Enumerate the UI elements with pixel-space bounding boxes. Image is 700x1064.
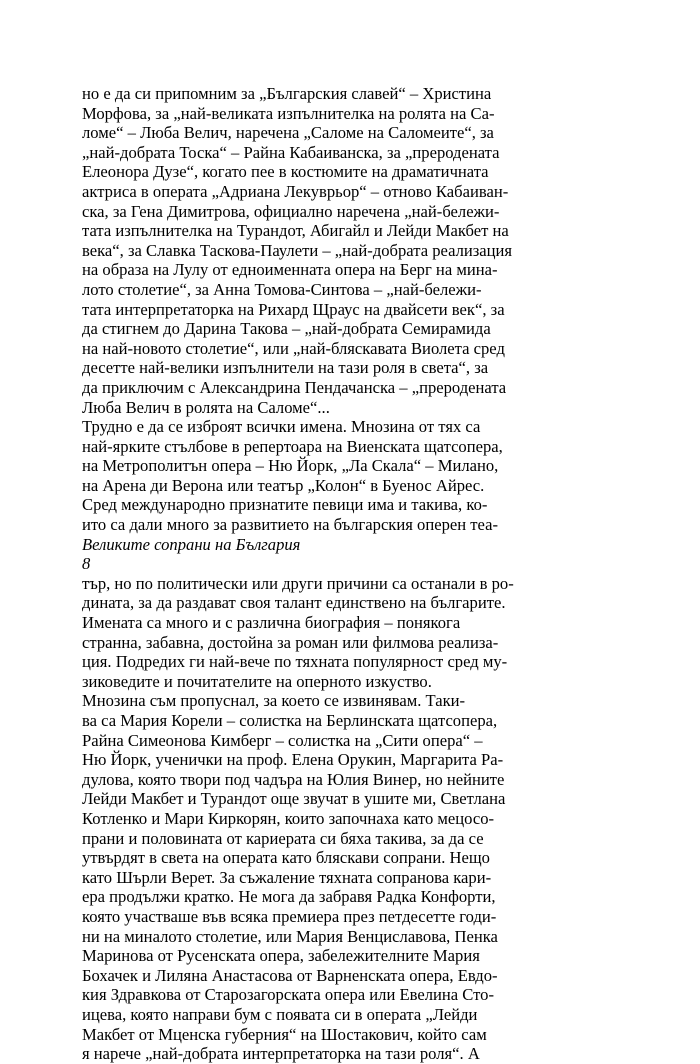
text-line: Макбет от Мценска губерния“ на Шостакович, който сам (82, 1024, 487, 1044)
text-line: актриса в операта „Адриана Лекуврьор“ – отново Кабаиван- (82, 181, 509, 201)
text-line: утвърдят в света на операта като бляскави сопрани. Нещо (82, 848, 490, 868)
text-line: прани и половината от кариерата си бяха такива, за да се (82, 828, 484, 848)
text-line: на Арена ди Верона или театър „Колон“ в Буенос Айрес. (82, 475, 485, 495)
text-line: тата изпълнителка на Турандот, Абигайл и Лейди Макбет на (82, 221, 509, 241)
text-line: я нарече „най-добрата интерпретаторка на тази роля“. А (82, 1044, 480, 1064)
text-line: ция. Подредих ги най-вече по тяхната популярност сред му- (82, 652, 508, 672)
page-number: 8 (82, 554, 91, 574)
text-line: десетте най-велики изпълнители на тази роля в света“, за (82, 358, 489, 378)
text-line: тър, но по политически или други причини са останали в ро- (82, 573, 514, 593)
text-line: като Шърли Верет. За съжаление тяхната сопранова кари- (82, 867, 492, 887)
text-line: ска, за Гена Димитрова, официално наречена „най-бележи- (82, 201, 500, 221)
text-line: Ню Йорк, ученички на проф. Елена Орукин, Маргарита Ра- (82, 750, 504, 770)
text-line: ито са дали много за развитието на българския оперен теа- (82, 515, 498, 535)
text-line: Маринова от Русенската опера, забележителните Мария (82, 946, 480, 966)
text-line: Лейди Макбет и Турандот още звучат в ушите ми, Светлана (82, 789, 506, 809)
text-line: дината, за да раздават своя талант единствено на българите. (82, 593, 506, 613)
text-line: Сред международно признатите певици има и такива, ко- (82, 495, 488, 515)
text-line: Имената са много и с различна биография – понякога (82, 613, 461, 633)
text-line: ни на миналото столетие, или Мария Венциславова, Пенка (82, 926, 498, 946)
text-line: „най-добрата Тоска“ – Райна Кабаиванска, за „преродената (82, 142, 500, 162)
text-line: Морфова, за „най-великата изпълнителка на ролята на Са- (82, 103, 495, 123)
text-line: Бохачек и Лиляна Анастасова от Варненската опера, Евдо- (82, 965, 498, 985)
text-line: кия Здравкова от Старозагорската опера или Евелина Сто- (82, 985, 494, 1005)
text-line: на образа на Лулу от едноименната опера на Берг на мина- (82, 260, 498, 280)
text-line: на Метрополитън опера – Ню Йорк, „Ла Скала“ – Милано, (82, 456, 499, 476)
text-line: дулова, която твори под чадъра на Юлия Винер, но нейните (82, 769, 505, 789)
text-line: лото столетие“, за Анна Томова-Синтова – „най-бележи- (82, 279, 482, 299)
text-line: на най-новото столетие“, или „най-бляскавата Виолета сред (82, 338, 505, 358)
text-line: да приключим с Александрина Пендачанска – „преродената (82, 377, 507, 397)
text-line: ломе“ – Люба Велич, наречена „Саломе на Саломеите“, за (82, 123, 494, 143)
text-line: Люба Велич в ролята на Саломе“... (82, 397, 330, 417)
text-line: която участваше във всяка премиера през петдесетте годи- (82, 906, 497, 926)
text-line: Котленко и Мари Киркорян, които започнаха като мецосо- (82, 808, 495, 828)
text-line: ва са Мария Корели – солистка на Берлинската щатсопера, (82, 711, 498, 730)
text-line: зиковедите и почитателите на оперното изкуство. (82, 671, 432, 691)
text-line: Трудно е да се изброят всички имена. Мнозина от тях са (82, 417, 481, 437)
text-line: ицева, която направи бум с появата си в операта „Лейди (82, 1004, 478, 1024)
text-line: века“, за Славка Таскова-Паулети – „най-добрата реализация (82, 240, 513, 260)
text-line: Райна Симеонова Кимберг – солистка на „Сити опера“ – (82, 730, 483, 750)
text-line: но е да си припомним за „Българския славей“ – Христина (82, 84, 492, 103)
text-line: Мнозина съм пропуснал, за което се извинявам. Таки- (82, 691, 466, 711)
text-line: странна, забавна, достойна за роман или филмова реализа- (82, 632, 499, 652)
text-line: Елеонора Дузе“, когато пее в костюмите на драматичната (82, 162, 489, 182)
text-line: най-ярките стълбове в репертоара на Виенската щатсопера, (82, 436, 503, 456)
text-line: тата интерпретаторка на Рихард Щраус на двайсети век“, за (82, 299, 505, 319)
text-line: да стигнем до Дарина Такова – „най-добрата Семирамида (82, 319, 491, 339)
running-header: Великите сопрани на България (82, 534, 301, 554)
document-page (82, 84, 630, 1064)
text-line: ера продължи кратко. Не мога да забравя Радка Конфорти, (82, 887, 496, 907)
